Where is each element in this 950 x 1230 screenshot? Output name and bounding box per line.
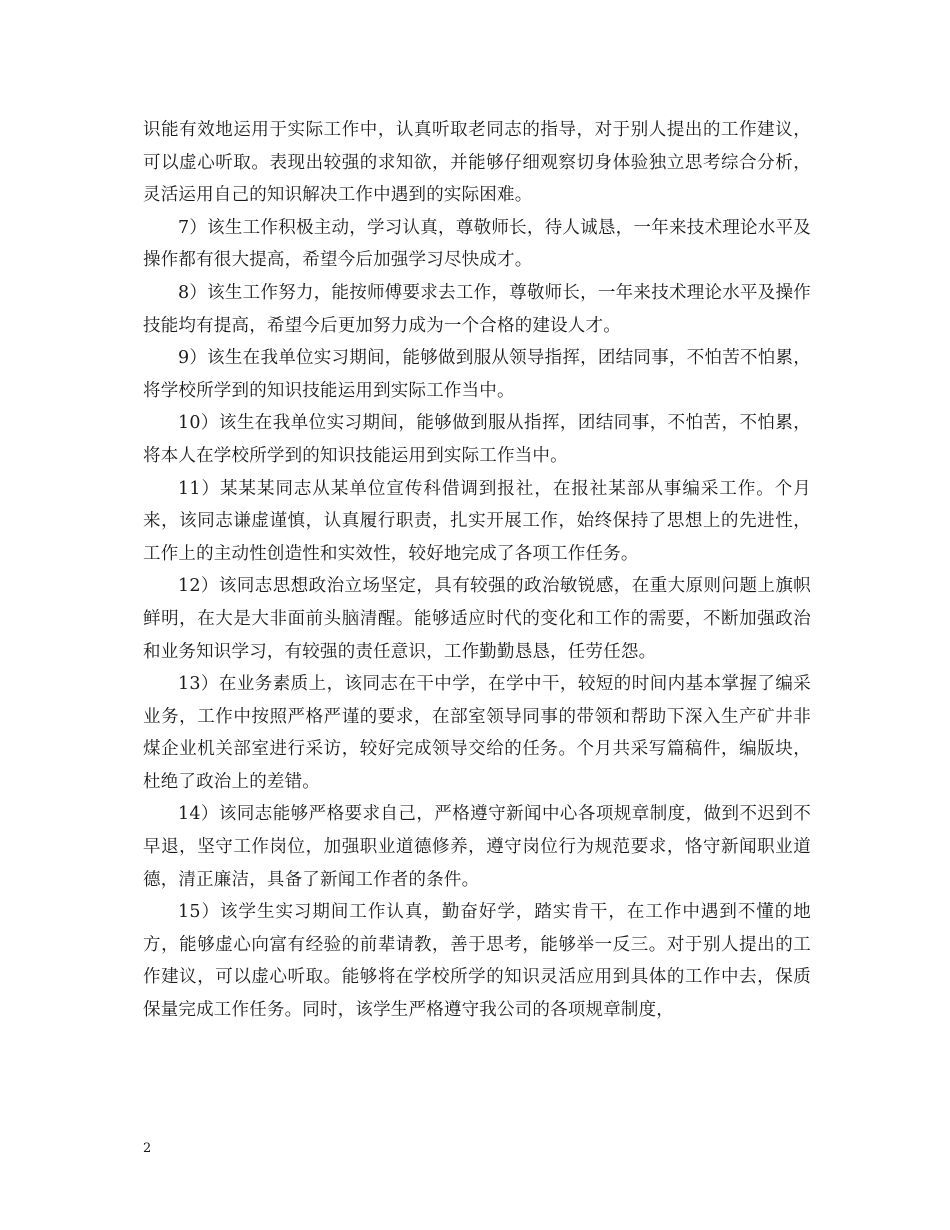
document-body: [143, 114, 811, 1027]
page-number: 2: [143, 1141, 152, 1156]
paragraph-item-7: 7）该生工作积极主动，学习认真，尊敬师长，待人诚恳，一年来技术理论水平及操作都有很大提高，希望今后加强学习尽快成才。: [143, 217, 811, 271]
paragraph-item-12: 12）该同志思想政治立场坚定，具有较强的政治敏锐感，在重大原则问题上旗帜鲜明，在大是大非面前头脑清醒。能够适应时代的变化和工作的需要，不断加强政治和业务知识学习，有较强的责任意识，工作勤勤恳恳，任劳任怨。: [143, 576, 811, 662]
paragraph-item-13: 13）在业务素质上，该同志在干中学，在学中干，较短的时间内基本掌握了编采业务，工作中按照严格严谨的要求，在部室领导同事的带领和帮助下深入生产矿井非煤企业机关部室进行采访，较好完成领导交给的任务。个月共采写篇稿件，编版块，杜绝了政治上的差错。: [143, 674, 811, 792]
paragraph-item-10: 10）该生在我单位实习期间，能够做到服从指挥，团结同事，不怕苦，不怕累，将本人在学校所学到的知识技能运用到实际工作当中。: [143, 413, 811, 466]
paragraph-item-14: 14）该同志能够严格要求自己，严格遵守新闻中心各项规章制度，做到不迟到不早退，坚守工作岗位，加强职业道德修养，遵守岗位行为规范要求，恪守新闻职业道德，清正廉洁，具备了新闻工作者的条件。: [143, 804, 811, 890]
paragraph-item-8: 8）该生工作努力，能按师傅要求去工作，尊敬师长，一年来技术理论水平及操作技能均有提高，希望今后更加努力成为一个合格的建设人才。: [143, 282, 811, 336]
paragraph-item-15: 15）该学生实习期间工作认真，勤奋好学，踏实肯干，在工作中遇到不懂的地方，能够虚心向富有经验的前辈请教，善于思考，能够举一反三。对于别人提出的工作建议，可以虚心听取。能够将在学校所学的知识灵活应用到具体的工作中去，保质保量完成工作任务。同时，该学生严格遵守我公司的各项规章制度，: [143, 902, 811, 1021]
paragraph-item-11: 11）某某某同志从某单位宣传科借调到报社，在报社某部从事编采工作。个月来，该同志谦虚谨慎，认真履行职责，扎实开展工作，始终保持了思想上的先进性，工作上的主动性创造性和实效性，较好地完成了各项工作任务。: [143, 478, 811, 564]
paragraph-item-9: 9）该生在我单位实习期间，能够做到服从领导指挥，团结同事，不怕苦不怕累，将学校所学到的知识技能运用到实际工作当中。: [143, 348, 811, 401]
paragraph-continuation: 识能有效地运用于实际工作中，认真听取老同志的指导，对于别人提出的工作建议，可以虚心听取。表现出较强的求知欲，并能够仔细观察切身体验独立思考综合分析，灵活运用自己的知识解决工作中遇到的实际困难。: [143, 120, 811, 206]
